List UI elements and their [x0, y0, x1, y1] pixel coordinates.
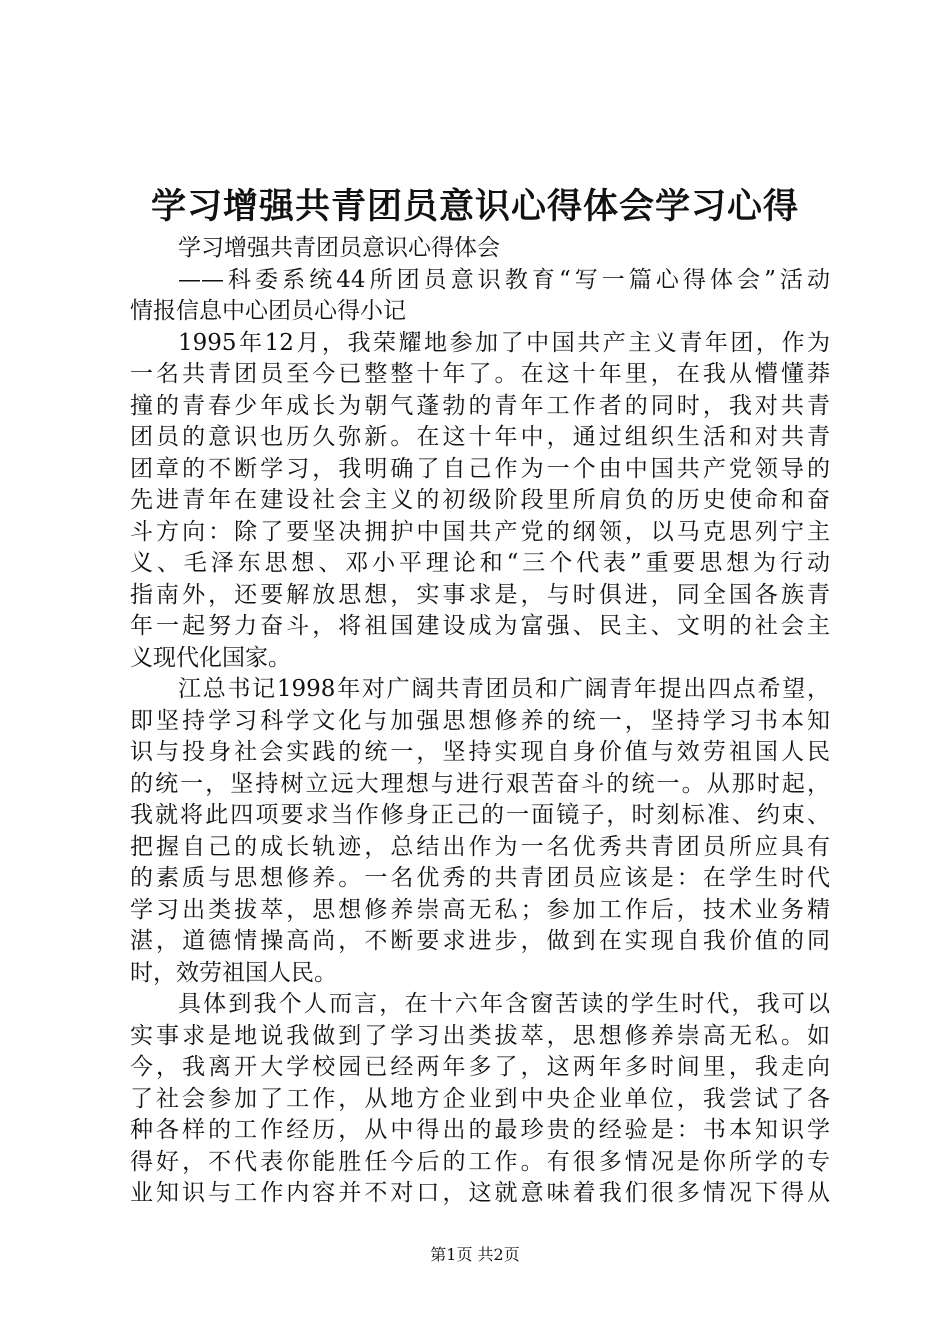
- paragraph-line: 时，效劳祖国人民。: [130, 959, 337, 986]
- paragraph-line: 今，我离开大学校园已经两年多了，这两年多时间里，我走向: [130, 1054, 830, 1080]
- paragraph-line: 指南外，还要解放思想，实事求是，与时俱进，同全国各族青: [130, 581, 830, 608]
- paragraph-line: 实事求是地说我做到了学习出类拔萃，思想修养崇高无私。如: [130, 1022, 830, 1049]
- paragraph-line: 识与投身社会实践的统一，坚持实现自身价值与效劳祖国人民: [130, 739, 830, 765]
- paragraph-line: 得好，不代表你能胜任今后的工作。有很多情况是你所学的专: [130, 1148, 830, 1175]
- paragraph-line: 种各样的工作经历，从中得出的最珍贵的经验是：书本知识学: [130, 1117, 830, 1143]
- paragraph-line: 了社会参加了工作，从地方企业到中央企业单位，我尝试了各: [130, 1085, 830, 1112]
- paragraph-line: 把握自己的成长轨迹，总结出作为一名优秀共青团员所应具有: [130, 833, 830, 860]
- paragraph-line: 先进青年在建设社会主义的初级阶段里所肩负的历史使命和奋: [130, 487, 830, 513]
- document-title: 学习增强共青团员意识心得体会学习心得: [150, 187, 799, 227]
- document-body: [130, 233, 830, 1210]
- subtitle-line: ——科委系统44所团员意识教育“写一篇心得体会”活动: [178, 266, 830, 293]
- paragraph-line: 的统一，坚持树立远大理想与进行艰苦奋斗的统一。从那时起，: [130, 770, 830, 797]
- paragraph-line: 斗方向：除了要坚决拥护中国共产党的纲领，以马克思列宁主: [130, 518, 830, 545]
- paragraph-line: 年一起努力奋斗，将祖国建设成为富强、民主、文明的社会主: [130, 613, 830, 639]
- paragraph-line: 的素质与思想修养。一名优秀的共青团员应该是：在学生时代: [130, 865, 830, 891]
- paragraph-line: 我就将此四项要求当作修身正己的一面镜子，时刻标准、约束、: [130, 802, 830, 828]
- paragraph-line: 学习出类拔萃，思想修养崇高无私；参加工作后，技术业务精: [130, 896, 830, 923]
- paragraph-line: 团章的不断学习，我明确了自己作为一个由中国共产党领导的: [130, 455, 830, 482]
- paragraph-line: 具体到我个人而言，在十六年含窗苦读的学生时代，我可以: [178, 991, 830, 1017]
- author-line: 情报信息中心团员心得小记: [130, 298, 406, 324]
- paragraph-line: 江总书记1998年对广阔共青团员和广阔青年提出四点希望，: [178, 676, 830, 702]
- paragraph-line: 撞的青春少年成长为朝气蓬勃的青年工作者的同时，我对共青: [130, 392, 830, 419]
- paragraph-line: 团员的意识也历久弥新。在这十年中，通过组织生活和对共青: [130, 424, 830, 450]
- paragraph-line: 一名共青团员至今已整整十年了。在这十年里，在我从懵懂莽: [130, 361, 830, 387]
- page-number: 第1页 共2页: [430, 1245, 520, 1264]
- paragraph-line: 1995年12月，我荣耀地参加了中国共产主义青年团，作为: [178, 329, 830, 356]
- subtitle-line: 学习增强共青团员意识心得体会: [178, 235, 500, 261]
- paragraph-line: 湛，道德情操高尚，不断要求进步，做到在实现自我价值的同: [130, 928, 830, 954]
- paragraph-line: 义、毛泽东思想、邓小平理论和“三个代表”重要思想为行动: [130, 550, 830, 576]
- paragraph-line: 业知识与工作内容并不对口，这就意味着我们很多情况下得从: [130, 1180, 830, 1206]
- paragraph-line: 义现代化国家。: [130, 644, 291, 671]
- paragraph-line: 即坚持学习科学文化与加强思想修养的统一，坚持学习书本知: [130, 707, 830, 734]
